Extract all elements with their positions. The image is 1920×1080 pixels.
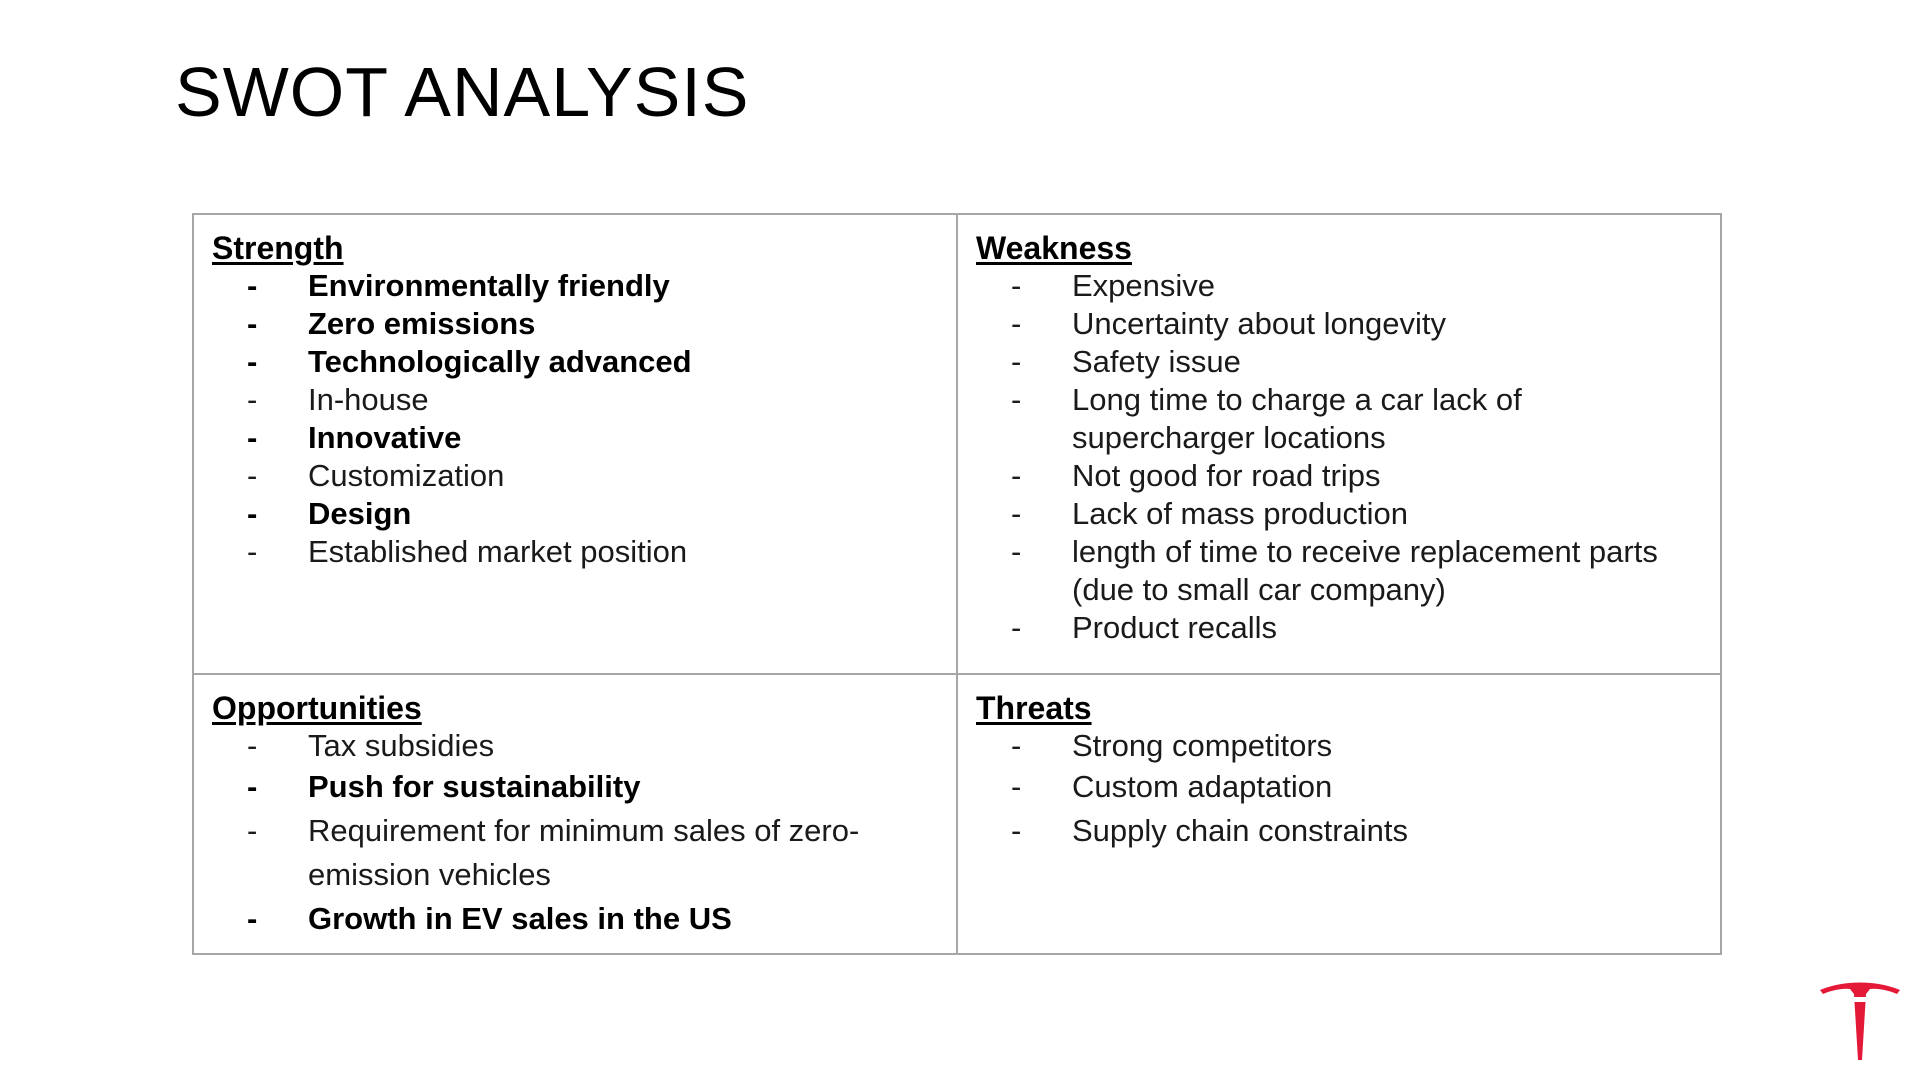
list-item-text: Long time to charge a car lack of supercharger locations bbox=[1072, 382, 1522, 455]
list-item bbox=[212, 727, 938, 765]
list-item bbox=[212, 267, 938, 305]
list-item-text: Customization bbox=[308, 458, 505, 493]
list-item bbox=[212, 343, 938, 381]
bullet-dash: - bbox=[247, 813, 258, 848]
strength-heading: Strength bbox=[212, 230, 344, 266]
list-item bbox=[976, 809, 1702, 853]
opportunities-heading: Opportunities bbox=[212, 690, 422, 726]
list-item bbox=[976, 457, 1702, 495]
threats-quadrant bbox=[957, 674, 1721, 954]
list-item-text: Uncertainty about longevity bbox=[1072, 306, 1446, 341]
weakness-quadrant bbox=[957, 214, 1721, 674]
bullet-dash: - bbox=[1011, 496, 1022, 531]
list-item bbox=[212, 809, 938, 897]
list-item-text: Technologically advanced bbox=[308, 344, 692, 379]
list-item bbox=[976, 609, 1702, 647]
bullet-dash: - bbox=[247, 769, 258, 804]
list-item-text: In-house bbox=[308, 382, 429, 417]
list-item bbox=[976, 343, 1702, 381]
swot-table bbox=[192, 213, 1722, 955]
list-item-text: Design bbox=[308, 496, 412, 531]
list-item bbox=[212, 305, 938, 343]
bullet-dash: - bbox=[247, 901, 258, 936]
list-item-text: Requirement for minimum sales of zero-emission vehicles bbox=[308, 813, 860, 892]
list-item-text: Innovative bbox=[308, 420, 462, 455]
bullet-dash: - bbox=[247, 268, 258, 303]
bullet-dash: - bbox=[247, 420, 258, 455]
bullet-dash: - bbox=[1011, 813, 1022, 848]
list-item-text: Expensive bbox=[1072, 268, 1216, 303]
bullet-dash: - bbox=[247, 458, 258, 493]
bullet-dash: - bbox=[247, 344, 258, 379]
bullet-dash: - bbox=[1011, 610, 1022, 645]
list-item-text: Product recalls bbox=[1072, 610, 1278, 645]
threats-heading: Threats bbox=[976, 690, 1092, 726]
list-item-text: Not good for road trips bbox=[1072, 458, 1381, 493]
list-item-text: Environmentally friendly bbox=[308, 268, 670, 303]
bullet-dash: - bbox=[1011, 769, 1022, 804]
list-item bbox=[976, 533, 1702, 609]
bullet-dash: - bbox=[247, 728, 258, 763]
swot-row-top bbox=[193, 214, 1721, 674]
list-item bbox=[212, 897, 938, 941]
threats-list bbox=[976, 727, 1702, 853]
list-item bbox=[212, 457, 938, 495]
list-item bbox=[976, 381, 1702, 457]
list-item bbox=[976, 727, 1702, 765]
list-item-text: Established market position bbox=[308, 534, 688, 569]
list-item-text: Safety issue bbox=[1072, 344, 1241, 379]
opportunities-list bbox=[212, 727, 938, 941]
bullet-dash: - bbox=[1011, 534, 1022, 569]
list-item-text: Tax subsidies bbox=[308, 728, 495, 763]
list-item-text: Lack of mass production bbox=[1072, 496, 1409, 531]
list-item-text: Growth in EV sales in the US bbox=[308, 901, 732, 936]
bullet-dash: - bbox=[1011, 344, 1022, 379]
swot-row-bottom bbox=[193, 674, 1721, 954]
weakness-heading: Weakness bbox=[976, 230, 1132, 266]
list-item bbox=[976, 495, 1702, 533]
list-item-text: Supply chain constraints bbox=[1072, 813, 1409, 848]
bullet-dash: - bbox=[1011, 306, 1022, 341]
bullet-dash: - bbox=[247, 534, 258, 569]
slide-title: SWOT ANALYSIS bbox=[175, 53, 750, 131]
strength-quadrant bbox=[193, 214, 957, 674]
bullet-dash: - bbox=[247, 306, 258, 341]
tesla-logo-icon bbox=[1818, 980, 1902, 1064]
opportunities-quadrant bbox=[193, 674, 957, 954]
bullet-dash: - bbox=[247, 496, 258, 531]
bullet-dash: - bbox=[1011, 382, 1022, 417]
weakness-list bbox=[976, 267, 1702, 647]
bullet-dash: - bbox=[247, 382, 258, 417]
list-item bbox=[976, 765, 1702, 809]
list-item-text: Zero emissions bbox=[308, 306, 536, 341]
strength-list bbox=[212, 267, 938, 571]
list-item-text: Custom adaptation bbox=[1072, 769, 1333, 804]
list-item bbox=[976, 267, 1702, 305]
list-item-text: Push for sustainability bbox=[308, 769, 641, 804]
list-item bbox=[212, 419, 938, 457]
bullet-dash: - bbox=[1011, 458, 1022, 493]
list-item bbox=[212, 533, 938, 571]
list-item-text: Strong competitors bbox=[1072, 728, 1333, 763]
list-item bbox=[976, 305, 1702, 343]
bullet-dash: - bbox=[1011, 268, 1022, 303]
list-item bbox=[212, 495, 938, 533]
list-item bbox=[212, 765, 938, 809]
bullet-dash: - bbox=[1011, 728, 1022, 763]
list-item-text: length of time to receive replacement parts (due to small car company) bbox=[1072, 534, 1658, 607]
list-item bbox=[212, 381, 938, 419]
